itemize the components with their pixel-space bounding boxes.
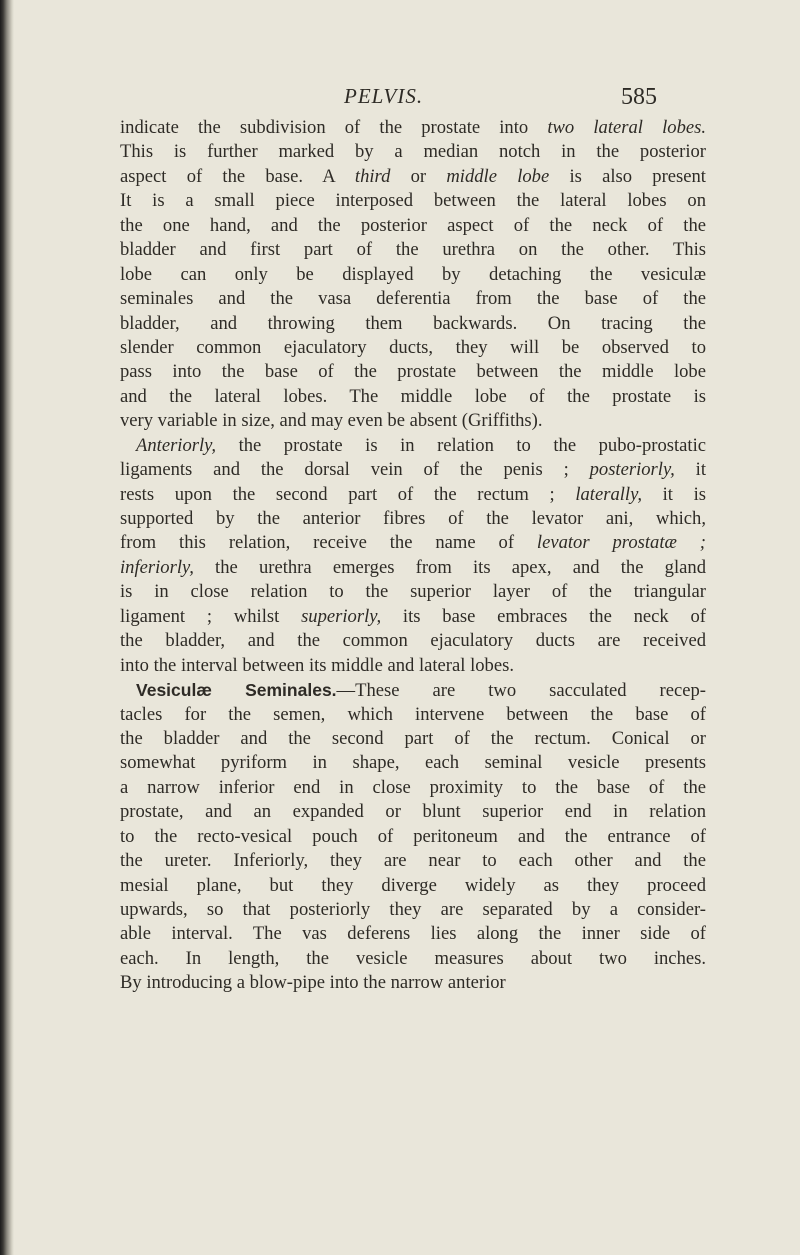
text-run: —These are two sacculated recep- [336, 680, 706, 702]
text-line [120, 849, 706, 873]
text-run: upwards, so that posteriorly they are separated by a consider- [120, 899, 706, 920]
italic-text: levator prostatæ ; [536, 532, 706, 554]
text-run: is in close relation to the superior layer of the triangular [120, 581, 706, 603]
text-line [120, 971, 706, 995]
page-number: 585 [621, 84, 657, 110]
text-run: bladder and first part of the urethra on the other. This [120, 239, 706, 261]
text-run: a narrow inferior end in close proximity to the base of the [120, 776, 706, 798]
text-run: to the recto-vesical pouch of peritoneum and the entrance of [120, 825, 706, 847]
text-run: supported by the anterior fibres of the levator ani, which, [120, 508, 706, 529]
text-run: tacles for the semen, which intervene between the base of [120, 703, 706, 725]
text-line [120, 116, 706, 140]
text-run: the urethra emerges from its apex, and the gland [193, 556, 706, 578]
text-line [120, 140, 706, 164]
text-run: lobe can only be displayed by detaching the vesiculæ [120, 263, 706, 285]
text-run: each. In length, the vesicle measures about two inches. [120, 947, 706, 969]
text-run: able interval. The vas deferens lies along the inner side of [120, 923, 706, 945]
text-line [120, 165, 706, 189]
text-line [120, 629, 706, 653]
text-line [120, 263, 706, 287]
text-run: ligaments and the dorsal vein of the penis ; [120, 459, 590, 481]
text-run: aspect of the base. A [120, 165, 355, 187]
italic-text: third [354, 165, 391, 187]
text-run: By introducing a blow-pipe into the narrow anterior [120, 972, 506, 994]
text-line [120, 531, 706, 555]
text-run: it is [641, 483, 706, 505]
text-line [120, 605, 706, 629]
italic-text: inferiorly, [120, 556, 194, 578]
text-line [120, 238, 706, 262]
text-line [120, 507, 706, 531]
running-title: PELVIS. [344, 84, 424, 108]
text-run: it [674, 459, 707, 481]
text-line [120, 727, 706, 751]
text-line [120, 385, 706, 409]
text-line [120, 214, 706, 238]
text-run: the bladder, and the common ejaculatory ducts are received [120, 630, 706, 652]
text-run: pass into the base of the prostate between the middle lobe [120, 361, 706, 383]
text-line [120, 922, 706, 946]
italic-text: Anteriorly, [136, 434, 217, 456]
text-run: the one hand, and the posterior aspect of the neck of the [120, 214, 706, 236]
text-run: seminales and the vasa deferentia from the base of the [120, 288, 706, 310]
text-line [120, 312, 706, 336]
italic-text: superiorly, [301, 605, 382, 627]
text-line [120, 751, 706, 775]
text-run: somewhat pyriform in shape, each seminal vesicle presents [120, 752, 706, 774]
italic-text: two lateral lobes. [547, 117, 706, 138]
text-run: mesial plane, but they diverge widely as they proceed [120, 874, 706, 896]
text-line [120, 898, 706, 922]
text-run: bladder, and throwing them backwards. On tracing the [120, 312, 706, 334]
text-line [120, 703, 706, 727]
text-run: or [390, 165, 447, 187]
text-run: from this relation, receive the name of [120, 532, 537, 554]
text-line [120, 678, 706, 702]
section-heading: Vesiculæ Seminales. [136, 680, 337, 701]
text-line [120, 654, 706, 678]
text-run: prostate, and an expanded or blunt superior end in relation [120, 801, 706, 823]
text-run: into the interval between its middle and lateral lobes. [120, 654, 514, 676]
text-run: indicate the subdivision of the prostate into [120, 117, 548, 138]
text-line [120, 189, 706, 213]
text-line [120, 800, 706, 824]
text-run: is also present [549, 165, 706, 187]
text-run: slender common ejaculatory ducts, they will be observed to [120, 336, 706, 358]
text-line [120, 434, 706, 458]
text-line [120, 409, 706, 433]
text-run: the ureter. Inferiorly, they are near to each other and the [120, 850, 706, 872]
italic-text: middle lobe [446, 165, 550, 187]
text-line [120, 947, 706, 971]
text-line [120, 483, 706, 507]
text-line [120, 287, 706, 311]
text-line [120, 336, 706, 360]
text-run: It is a small piece interposed between the lateral lobes on [120, 190, 706, 212]
text-run: the prostate is in relation to the pubo-prostatic [216, 434, 706, 456]
text-run: rests upon the second part of the rectum ; [120, 483, 576, 505]
body-text [120, 116, 706, 996]
text-line [120, 458, 706, 482]
italic-text: posteriorly, [589, 459, 675, 481]
text-run: and the lateral lobes. The middle lobe of the prostate is [120, 385, 706, 407]
text-run: the bladder and the second part of the rectum. Conical or [120, 727, 706, 749]
text-run: This is further marked by a median notch in the posterior [120, 141, 706, 163]
text-run: ligament ; whilst [120, 605, 302, 627]
text-line [120, 825, 706, 849]
text-run: its base embraces the neck of [381, 605, 706, 627]
page-header [0, 84, 800, 114]
text-line [120, 874, 706, 898]
text-run: very variable in size, and may even be absent (Griffiths). [120, 410, 543, 432]
italic-text: laterally, [575, 483, 642, 505]
text-line [120, 580, 706, 604]
text-line [120, 556, 706, 580]
text-line [120, 360, 706, 384]
page-binding-edge [0, 0, 14, 1255]
text-line [120, 776, 706, 800]
